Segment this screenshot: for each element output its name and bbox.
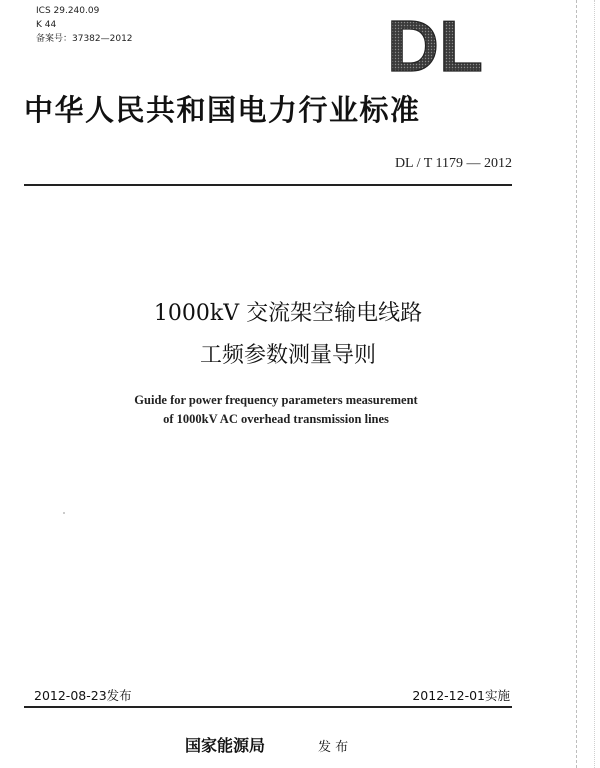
top-divider bbox=[24, 184, 512, 186]
title-en-line2: of 1000kV AC overhead transmission lines bbox=[163, 412, 389, 426]
scan-speck bbox=[63, 512, 65, 514]
publish-action: 发 布 bbox=[318, 740, 349, 755]
filing-number: 备案号：37382—2012 bbox=[36, 34, 133, 44]
scan-edge-line bbox=[576, 0, 578, 768]
dl-logo-text: DL bbox=[387, 15, 483, 75]
ccs-code: K 44 bbox=[36, 20, 57, 30]
ics-code: ICS 29.240.09 bbox=[36, 6, 100, 16]
bottom-divider bbox=[24, 706, 512, 708]
standard-number: DL / T 1179 — 2012 bbox=[394, 156, 512, 171]
classification-block bbox=[36, 4, 133, 46]
title-cn-line1: 1000kV 交流架空输电线路 bbox=[153, 301, 423, 326]
standard-category-title: 中华人民共和国电力行业标准 bbox=[24, 93, 421, 127]
dl-logo bbox=[370, 15, 500, 75]
title-cn-line2: 工频参数测量导则 bbox=[199, 343, 376, 368]
scan-edge-line-outer bbox=[594, 0, 596, 768]
title-en-line1: Guide for power frequency parameters measurement bbox=[134, 393, 418, 407]
issue-date: 2012-08-23发布 bbox=[34, 688, 132, 703]
publisher-name: 国家能源局 bbox=[185, 736, 266, 755]
implementation-date: 2012-12-01实施 bbox=[412, 688, 510, 703]
